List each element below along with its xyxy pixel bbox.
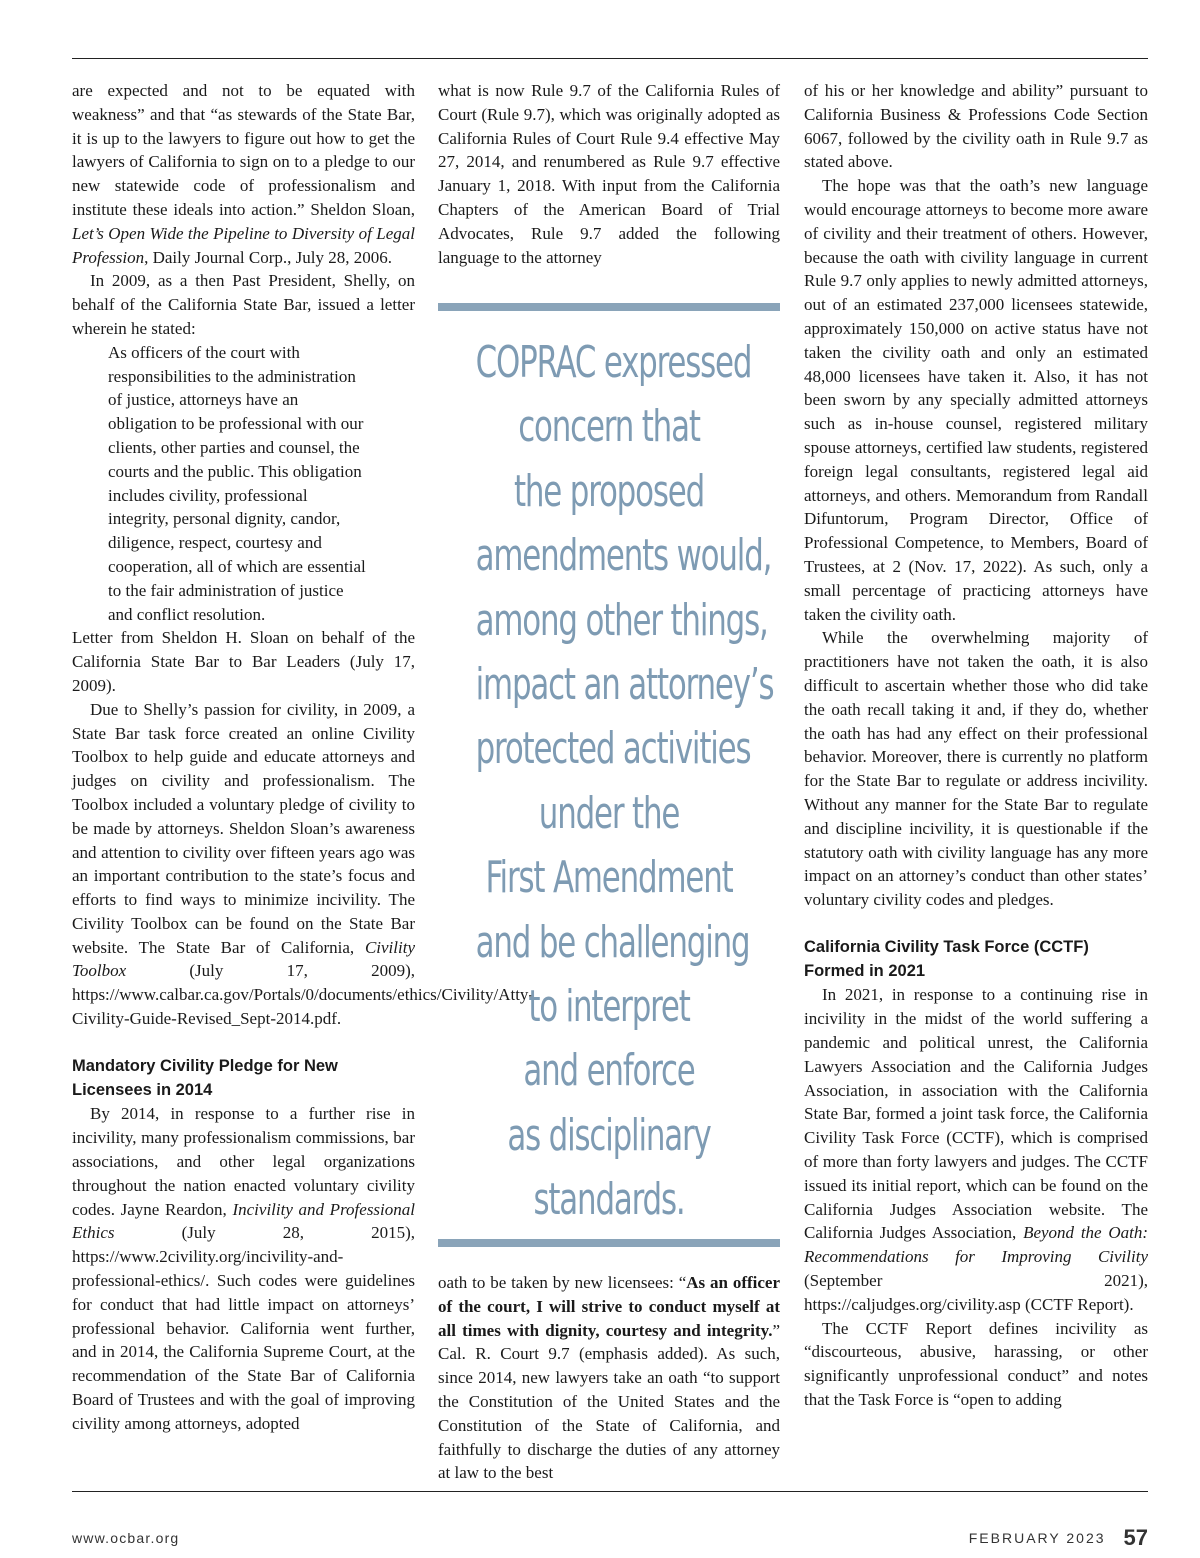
paragraph: The hope was that the oath’s new language would encourage attorneys to become more aware of civility and their treatment of others. However, because the oath with civility language in current Rule 9.7 only applies to newly admitted attorneys, out of an estimated 237,000 licensees statewide, approximately 150,000 on active status have not taken the civility oath and only an estimated 48,000 licensees have taken it. Also, it has not been sworn by any specially admitted attorneys such as in-house counsel, registered military spouse attorneys, certified law students, registered foreign legal consultants, registered legal aid attorneys, and others. Memorandum from Randall Difuntorum, Program Director, Office of Professional Competence, to Members, Board of Trustees, at 2 (Nov. 17, 2022). As such, only a small percentage of practicing attorneys have taken the civility oath. xyxy=(804,176,1148,624)
text-line: COPRAC expressed xyxy=(475,337,752,388)
text-line: to the fair administration of justice xyxy=(108,580,344,600)
paragraph: While the overwhelming majority of practitioners have not taken the oath, it is also difficult to ascertain whether those who did take the oath recall taking it and, if they do, whether the oath has had any effect on their professional behavior. Moreover, there is currently no platform for the State Bar to regulate or address incivility. Without any manner for the State Bar to regulate and discipline incivility, it is questionable if the statutory oath with civility language has any more impact on an attorney’s conduct than other states’ voluntary civility codes and pledges. xyxy=(804,628,1148,910)
text-line: concern that xyxy=(518,401,700,453)
section-heading: California Civility Task Force (CCTF) Formed in 2021 xyxy=(804,937,1089,980)
paragraph: In 2009, as a then Past President, Shelly, on behalf of the California State Bar, issued a letter wherein he stated: xyxy=(72,271,415,338)
top-rule xyxy=(72,58,1148,59)
block-quote xyxy=(108,341,378,627)
bottom-rule xyxy=(72,1491,1148,1492)
text-line: First Amendment xyxy=(485,852,733,904)
text-line: protected activities xyxy=(475,723,751,775)
text-line: as disciplinary xyxy=(507,1109,711,1161)
paragraph: Due to Shelly’s passion for civility, in 2009, a State Bar task force created an online Civility Toolbox to help guide and educate attorneys and judges on civility and professionalism. The Toolbox included a voluntary pledge of civility to be made by attorneys. Sheldon Sloan’s awareness and attention to civility over fifteen years ago was an important contribution to the state’s focus and efforts to find ways to minimize incivility. The Civility Toolbox can be found on the State Bar website. The State Bar of California, Civility Toolbox (July 17, 2009), https://www.calbar.ca.gov/Portals/0/documents/ethics/Civility/Atty-Civility-Guide-Revised_Sept-2014.pdf. xyxy=(72,699,535,1029)
text-line: of justice, attorneys have an xyxy=(108,390,299,410)
text-line: obligation to be professional with our xyxy=(108,414,364,434)
paragraph: The CCTF Report defines incivility as “discourteous, abusive, harassing, or other significantly unprofessional conduct” and notes that the Task Force is “open to adding xyxy=(804,1318,1148,1410)
paragraph: By 2014, in response to a further rise in incivility, many professionalism commissions, bar associations, and other legal organizations throughout the nation enacted voluntary civility codes. Jayne Reardon, Incivility and Professional Ethics (July 28, 2015), https://www.2civility.org/incivility-and-professional-ethics/. Such codes were guidelines for conduct that had little impact on attorneys’ professional behavior. California went further, and in 2014, the California Supreme Court, at the recommendation of the State Bar of California Board of Trustees and with the goal of improving civility among attorneys, adopted xyxy=(72,1104,415,1433)
text-line: and be challenging xyxy=(475,916,750,968)
pull-quote-top-bar xyxy=(438,303,780,311)
text-line: As officers of the court with xyxy=(108,342,300,362)
citation: Letter from Sheldon H. Sloan on behalf of the California State Bar to Bar Leaders (July 17, 2009). xyxy=(72,628,415,695)
text-line: courts and the public. This obligation xyxy=(108,461,362,481)
text-line: diligence, respect, courtesy and xyxy=(108,533,322,553)
page-number: 57 xyxy=(1123,1525,1148,1550)
text-line: cooperation, all of which are essential xyxy=(108,556,366,576)
text-line: to interpret xyxy=(528,981,690,1033)
text-line: under the xyxy=(538,787,680,839)
pull-quote xyxy=(438,303,780,1247)
text-line: amendments would, xyxy=(475,530,772,582)
text-line: impact an attorney’s xyxy=(475,659,774,711)
footer-website: www.ocbar.org xyxy=(72,1530,180,1546)
footer-right xyxy=(969,1525,1148,1551)
paragraph: In 2021, in response to a continuing rise in incivility in the midst of the world suffering a pandemic and political unrest, the California Lawyers Association and the California Judges Association, in association with the California State Bar, formed a joint task force, the California Civility Task Force (CCTF), which is comprised of more than forty lawyers and judges. The CCTF issued its initial report, which can be found on the California Judges Association website. The California Judges Association, Beyond the Oath: Recommendations for Improving Civility (September 2021), https://caljudges.org/civility.asp (CCTF Report). xyxy=(804,985,1149,1314)
text-line: and enforce xyxy=(523,1045,695,1097)
paragraph: oath to be taken by new licensees: “As an officer of the court, I will strive to conduct myself at all times with dignity, courtesy and integrity.” Cal. R. Court 9.7 (emphasis added). As such, since 2014, new lawyers take an oath “to support the Constitution of the United States and the Constitution of the State of California, and faithfully to discharge the duties of any attorney at law to the best xyxy=(438,1273,780,1483)
column-1 xyxy=(72,79,535,1436)
text-line: among other things, xyxy=(475,594,768,646)
text-line: standards. xyxy=(533,1174,685,1226)
column-2 xyxy=(438,79,780,269)
text-line: responsibilities to the administration xyxy=(108,366,356,386)
text-line: clients, other parties and counsel, the xyxy=(108,437,360,457)
text-line: the proposed xyxy=(513,465,705,517)
paragraph: are expected and not to be equated with weakness” and that “as stewards of the State Bar, it is up to the lawyers to figure out how to get the lawyers of California to sign on to a pledge to our new statewide code of professionalism and institute these ideals into action.” Sheldon Sloan, Let’s Open Wide the Pipeline to Diversity of Legal Profession, Daily Journal Corp., July 28, 2006. xyxy=(72,81,415,267)
column-2-continued xyxy=(438,1271,780,1485)
section-heading: Mandatory Civility Pledge for New Licensees in 2014 xyxy=(72,1056,338,1099)
pull-quote-text xyxy=(475,331,774,1233)
footer-date: FEBRUARY 2023 xyxy=(968,1530,1106,1546)
pull-quote-bottom-bar xyxy=(438,1239,780,1247)
paragraph: of his or her knowledge and ability” pursuant to California Business & Professions Code Section 6067, followed by the civility oath in Rule 9.7 as stated above. xyxy=(804,81,1148,172)
paragraph: what is now Rule 9.7 of the California Rules of Court (Rule 9.7), which was originally adopted as California Rules of Court Rule 9.4 effective May 27, 2014, and renumbered as Rule 9.7 effective January 1, 2018. With input from the California Chapters of the American Board of Trial Advocates, Rule 9.7 added the following language to the attorney xyxy=(438,81,780,267)
text-line: and conflict resolution. xyxy=(108,604,266,624)
column-3 xyxy=(804,79,1148,1412)
text-line: includes civility, professional xyxy=(108,485,308,505)
text-line: integrity, personal dignity, candor, xyxy=(108,509,341,529)
